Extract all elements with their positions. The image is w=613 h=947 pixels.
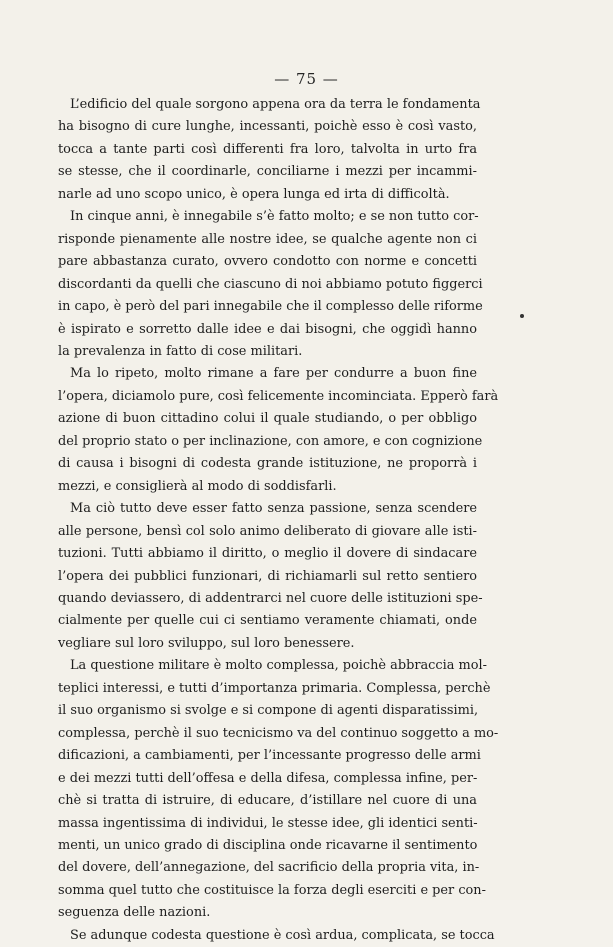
paragraph-2 [58, 206, 483, 363]
text-line: tocca a tante parti così differenti fra loro, talvolta in urto fra [58, 141, 477, 157]
text-line: del proprio stato o per inclinazione, con amore, e con cognizione [58, 433, 483, 449]
text-line: In cinque anni, è innegabile s’è fatto molto; e se non tutto cor- [70, 209, 479, 225]
text-line: ha bisogno di cure lunghe, incessanti, poichè esso è così vasto, [58, 119, 477, 135]
text-line: teplici interessi, e tutti d’importanza primaria. Complessa, perchè [58, 680, 491, 696]
text-line: complessa, perchè il suo tecnicismo va del continuo soggetto a mo- [58, 725, 499, 741]
text-line: narle ad uno scopo unico, è opera lunga ed irta di difficoltà. [58, 186, 450, 202]
text-line: mezzi, e consiglierà al modo di soddisfarli. [58, 478, 337, 494]
body-text [58, 94, 499, 947]
text-line: l’opera dei pubblici funzionari, di richiamarli sul retto sentiero [58, 568, 477, 584]
text-line: il suo organismo si svolge e si compone di agenti disparatissimi, [58, 703, 479, 719]
text-line: la prevalenza in fatto di cose militari. [58, 343, 303, 359]
text-line: seguenza delle nazioni. [58, 905, 211, 921]
text-line: chè si tratta di istruire, di educare, d’istillare nel cuore di una [58, 793, 477, 809]
text-line: discordanti da quelli che ciascuno di noi abbiamo potuto figgerci [58, 276, 483, 292]
text-line: cialmente per quelle cui ci sentiamo veramente chiamati, onde [58, 613, 477, 629]
text-line: pare abbastanza curato, ovvero condotto con norme e concetti [58, 254, 477, 270]
text-line: l’opera, diciamolo pure, così felicemente incominciata. Epperò farà [58, 388, 499, 404]
text-line: menti, un unico grado di disciplina onde ricavarne il sentimento [58, 837, 478, 853]
page-number: — 75 — [274, 70, 339, 88]
text-line: Se adunque codesta questione è così ardua, complicata, se tocca [70, 927, 495, 943]
text-line: alle persone, bensì col solo animo deliberato di giovare alle isti- [58, 523, 477, 539]
text-line: massa ingentissima di individui, le stesse idee, gli identici senti- [58, 815, 478, 831]
text-line: è ispirato e sorretto dalle idee e dai bisogni, che oggidì hanno [58, 321, 477, 337]
text-line: L’edificio del quale sorgono appena ora da terra le fondamenta [70, 97, 481, 112]
paragraph-1 [58, 94, 481, 206]
text-line: di causa i bisogni di codesta grande istituzione, ne proporrà i [58, 456, 477, 472]
text-line: in capo, è però del pari innegabile che il complesso delle riforme [58, 299, 483, 315]
text-line: azione di buon cittadino colui il quale studiando, o per obbligo [58, 411, 477, 427]
text-line: La questione militare è molto complessa, poichè abbraccia mol- [70, 658, 487, 674]
text-line: dificazioni, a cambiamenti, per l’incessante progresso delle armi [58, 748, 481, 764]
text-line: se stesse, che il coordinarle, conciliarne i mezzi per incammi- [58, 164, 477, 180]
paragraph-4 [58, 498, 483, 655]
text-line: somma quel tutto che costituisce la forza degli eserciti e per con- [58, 882, 486, 898]
paragraph-6 [58, 925, 495, 947]
text-line: del dovere, dell’annegazione, del sacrificio della propria vita, in- [58, 860, 480, 876]
text-line: tuzioni. Tutti abbiamo il diritto, o meglio il dovere di sindacare [58, 546, 477, 562]
text-line: quando deviassero, di addentrarci nel cuore delle istituzioni spe- [58, 590, 483, 606]
text-line: vegliare sul loro sviluppo, sul loro benessere. [58, 635, 355, 651]
paragraph-5 [58, 655, 499, 924]
text-line: risponde pienamente alle nostre idee, se qualche agente non ci [58, 231, 477, 247]
margin-mark [520, 314, 524, 318]
text-line: Ma lo ripeto, molto rimane a fare per condurre a buon fine [70, 366, 477, 382]
paragraph-3 [58, 363, 499, 498]
text-line: e dei mezzi tutti dell’offesa e della difesa, complessa infine, per- [58, 770, 478, 786]
text-line: Ma ciò tutto deve esser fatto senza passione, senza scendere [70, 501, 477, 517]
